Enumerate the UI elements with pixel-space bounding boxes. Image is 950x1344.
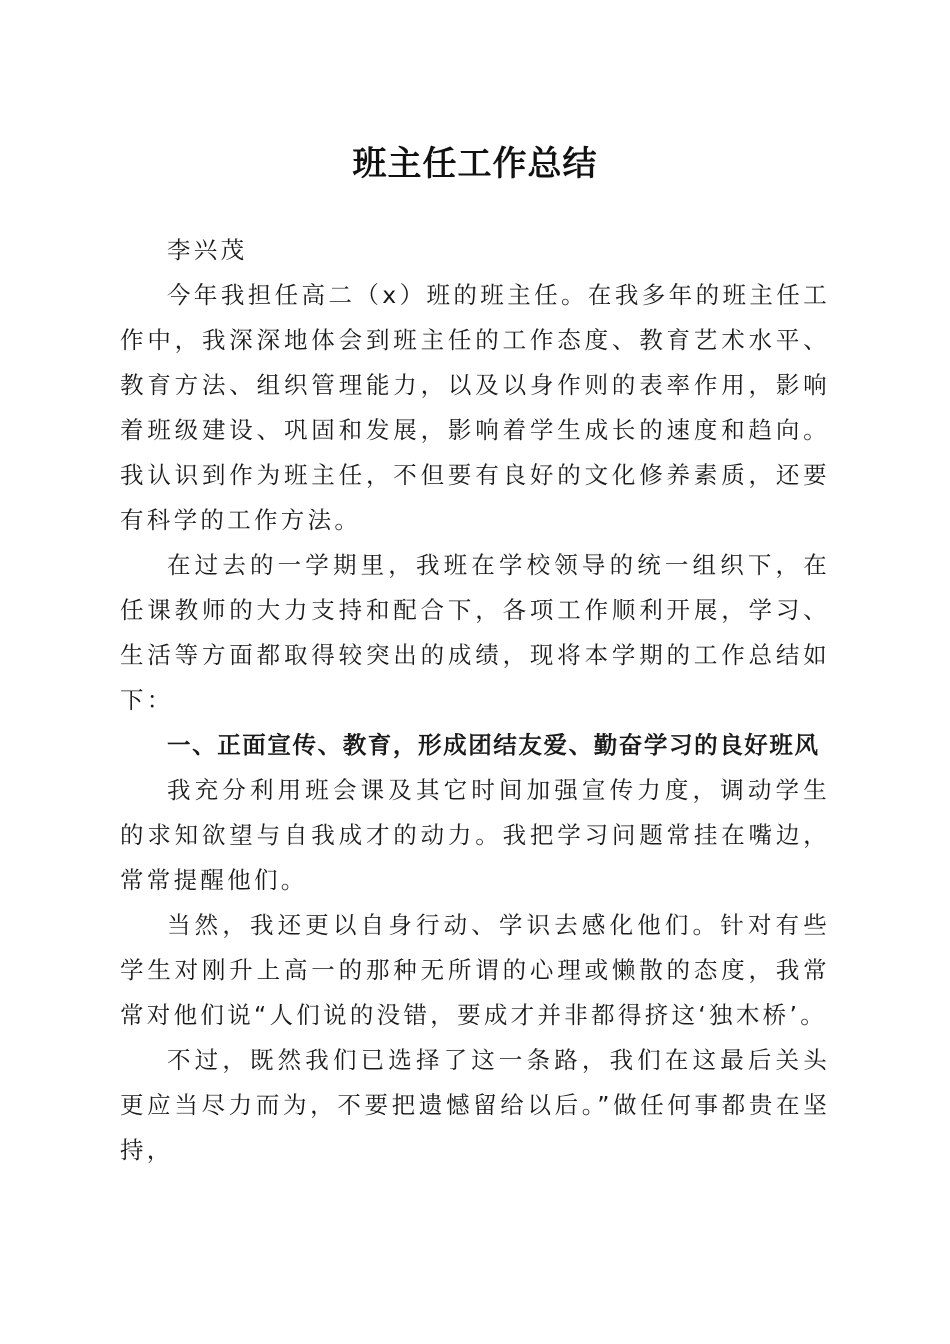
section-heading: 一、正面宣传、教育，形成团结友爱、勤奋学习的良好班风	[167, 731, 820, 759]
paragraph-propaganda: 我充分利用班会课及其它时间加强宣传力度，调动学生的求知欲望与自我成才的动力。我把学习问题常挂在嘴边，常常提醒他们。	[120, 776, 830, 894]
paragraph-overview: 在过去的一学期里，我班在学校领导的统一组织下，在任课教师的大力支持和配合下，各项工作顺利开展，学习、生活等方面都取得较突出的成绩，现将本学期的工作总结如下：	[120, 551, 830, 714]
document-body	[120, 228, 830, 1173]
paragraph-influence: 当然，我还更以自身行动、学识去感化他们。针对有些学生对刚升上高一的那种无所谓的心理或懒散的态度，我常常对他们说“人们说的没错，要成才并非都得挤这‘独木桥’。	[120, 911, 830, 1029]
author-line: 李兴茂	[167, 236, 248, 264]
paragraph-persistence: 不过，既然我们已选择了这一条路，我们在这最后关头更应当尽力而为，不要把遗憾留给以后。”做任何事都贵在坚持，	[120, 1046, 830, 1164]
paragraph-intro: 今年我担任高二（x）班的班主任。在我多年的班主任工作中，我深深地体会到班主任的工作态度、教育艺术水平、教育方法、组织管理能力，以及以身作则的表率作用，影响着班级建设、巩固和发展，影响着学生成长的速度和趋向。我认识到作为班主任，不但要有良好的文化修养素质，还要有科学的工作方法。	[120, 281, 830, 534]
document-title: 班主任工作总结	[352, 144, 598, 184]
